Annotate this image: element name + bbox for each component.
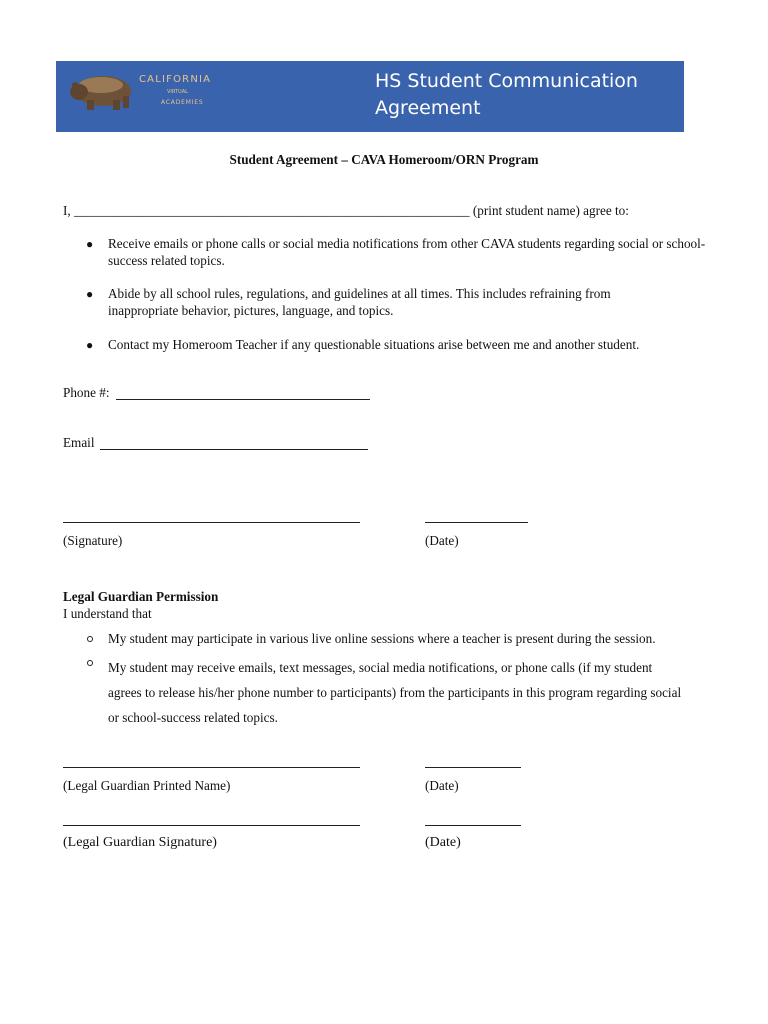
guardian-printed-name-field[interactable] xyxy=(63,767,360,768)
guardian-signature-date-label: (Date) xyxy=(425,835,461,850)
guardian-printed-name-label: (Legal Guardian Printed Name) xyxy=(63,778,231,793)
bear-icon xyxy=(70,76,131,110)
circle-bullet-2-icon xyxy=(87,660,93,666)
guardian-bullet-1: My student may participate in various live online sessions where a teacher is present during the session. xyxy=(108,631,656,646)
logo-line-1: CALIFORNIA xyxy=(139,74,212,85)
title-line-1: HS Student Communication xyxy=(375,70,638,92)
email-label: Email xyxy=(63,435,95,450)
header-banner xyxy=(56,61,684,132)
guardian-name-date-field[interactable] xyxy=(425,767,521,768)
email-field[interactable] xyxy=(100,449,368,450)
signature-field[interactable] xyxy=(63,522,360,523)
student-bullet-2: Abide by all school rules, regulations, and guidelines at all times. This includes refraining from inappropriate behavior, pictures, language, and topics. xyxy=(108,286,611,318)
bullet-1-icon: ● xyxy=(86,237,94,251)
student-bullet-3: Contact my Homeroom Teacher if any questionable situations arise between me and another student. xyxy=(108,337,640,352)
guardian-heading: Legal Guardian Permission xyxy=(63,589,219,604)
phone-label: Phone #: xyxy=(63,385,110,400)
page-title xyxy=(375,68,675,122)
title-line-2: Agreement xyxy=(375,97,481,119)
guardian-bullet-2: My student may receive emails, text messages, social media notifications, or phone calls (if my student agrees to release his/her phone number to participants) from the participants in this program regarding social or school-success related topics. xyxy=(108,660,682,725)
bullet-3-icon: ● xyxy=(86,338,94,352)
guardian-intro: I understand that xyxy=(63,606,152,621)
guardian-signature-field[interactable] xyxy=(63,825,360,826)
logo-line-2: VIRTUAL xyxy=(167,89,188,95)
signature-label: (Signature) xyxy=(63,533,123,548)
student-name-line[interactable]: I, ____________________________________________________________ (print student name) agree to: xyxy=(63,203,629,218)
signature-date-field[interactable] xyxy=(425,522,528,523)
cava-logo xyxy=(65,66,215,114)
logo-line-3: ACADEMIES xyxy=(161,99,204,106)
guardian-signature-date-field[interactable] xyxy=(425,825,521,826)
student-bullet-1: Receive emails or phone calls or social media notifications from other CAVA students regarding social or school-success related topics. xyxy=(108,236,706,268)
guardian-name-date-label: (Date) xyxy=(425,778,459,793)
document-heading: Student Agreement – CAVA Homeroom/ORN Program xyxy=(229,152,539,167)
circle-bullet-1-icon xyxy=(87,636,93,642)
signature-date-label: (Date) xyxy=(425,533,459,548)
bullet-2-icon: ● xyxy=(86,287,94,301)
phone-field[interactable] xyxy=(116,399,370,400)
guardian-signature-label: (Legal Guardian Signature) xyxy=(63,835,217,850)
